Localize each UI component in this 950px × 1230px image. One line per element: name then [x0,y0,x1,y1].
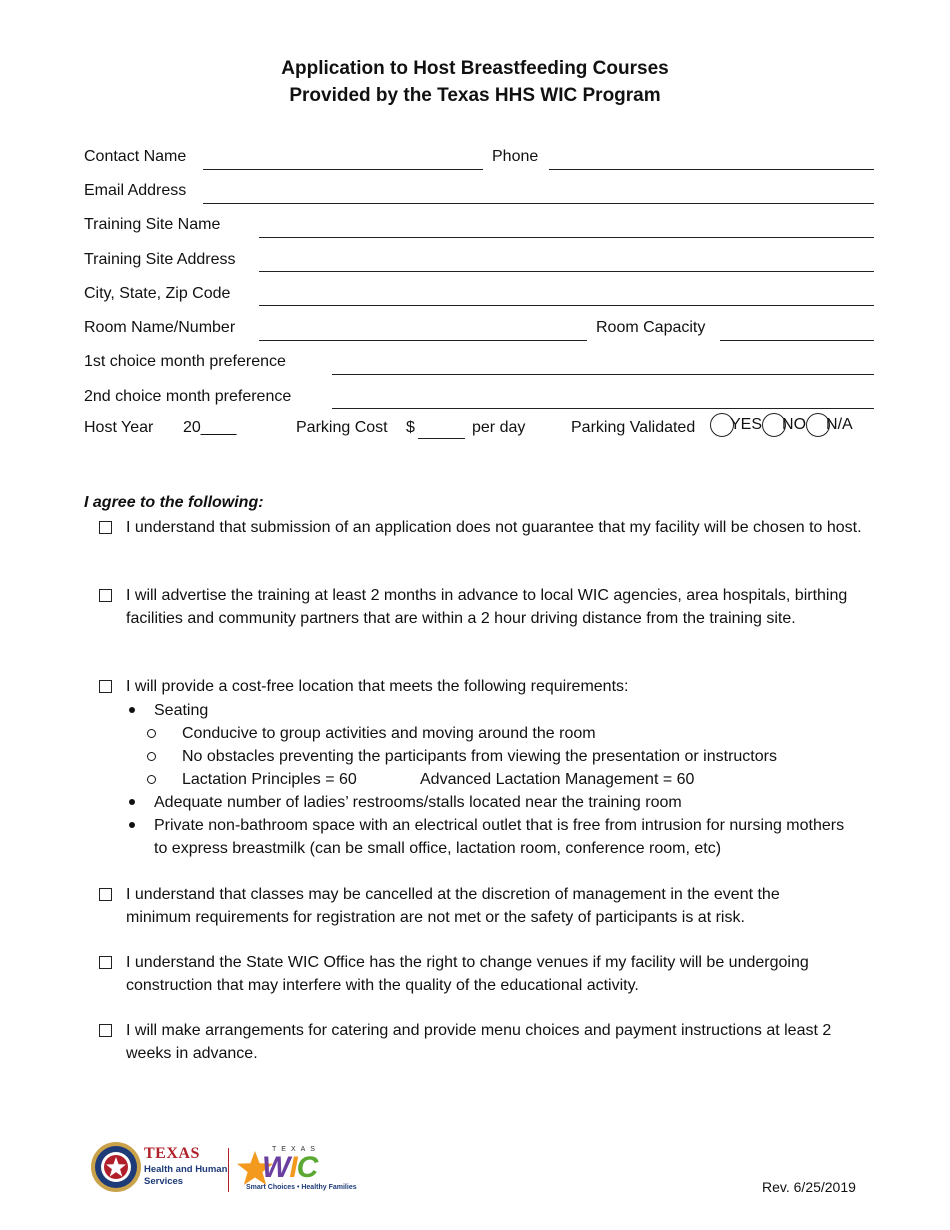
site-address-label: Training Site Address [84,251,236,268]
city-state-zip-field[interactable] [259,305,874,306]
bullet-icon [129,707,135,713]
page-subtitle: Provided by the Texas HHS WIC Program [289,85,661,106]
req-seating-sub-2: No obstacles preventing the participants from viewing the presentation or instructors [182,748,777,765]
parking-cost-field[interactable] [418,438,465,439]
parking-validated-label: Parking Validated [571,419,696,436]
option-yes-label: YES [730,416,763,433]
wic-logo-text: WIC [262,1151,318,1184]
phone-label: Phone [492,148,539,165]
hhs-logo-text: TEXAS [144,1145,200,1162]
req-seating: Seating [154,702,209,719]
dollar-sign: $ [406,419,415,436]
hhs-logo-sub2: Services [144,1176,184,1187]
month-pref-2-field[interactable] [332,408,874,409]
room-capacity-field[interactable] [720,340,874,341]
page-title: Application to Host Breastfeeding Courses [281,58,669,79]
host-year-label: Host Year [84,419,154,436]
wic-tagline: Smart Choices • Healthy Families [246,1184,357,1191]
agreement-item-6: I will make arrangements for catering and provide menu choices and payment instructions at least 2 weeks in advance. [126,1022,832,1062]
wic-logo-texas: TEXAS [272,1146,320,1153]
hhs-seal-icon [90,1141,142,1193]
sub-bullet-icon [147,775,156,784]
agreement-item-5: I understand the State WIC Office has the right to change venues if my facility will be undergoing construction that may interfere with the quality of the educational activity. [126,954,809,994]
room-name-label: Room Name/Number [84,319,236,336]
agree-checkbox-2[interactable] [99,589,112,602]
site-address-field[interactable] [259,271,874,272]
agree-checkbox-4[interactable] [99,888,112,901]
bullet-icon [129,822,135,828]
room-name-field[interactable] [259,340,587,341]
hhs-logo-sub1: Health and Human [144,1164,228,1175]
per-day-label: per day [472,419,526,436]
agreement-item-3: I will provide a cost-free location that meets the following requirements: [126,678,629,695]
agreement-item-1: I understand that submission of an application does not guarantee that my facility will be chosen to host. [126,519,862,536]
room-capacity-label: Room Capacity [596,319,706,336]
req-seating-sub-1: Conducive to group activities and moving around the room [182,725,596,742]
logo-divider [228,1148,229,1192]
req-restrooms: Adequate number of ladies’ restrooms/stalls located near the training room [154,794,682,811]
sub-bullet-icon [147,752,156,761]
email-field[interactable] [203,203,874,204]
revision-date: Rev. 6/25/2019 [762,1179,856,1195]
req-seating-sub-3: Lactation Principles = 60 [182,771,357,788]
agree-checkbox-5[interactable] [99,956,112,969]
agree-checkbox-1[interactable] [99,521,112,534]
month-pref-2-label: 2nd choice month preference [84,388,292,405]
site-name-label: Training Site Name [84,216,221,233]
agreement-item-2: I will advertise the training at least 2 months in advance to local WIC agencies, area hospitals, birthing facilities and community partners that are within a 2 hour driving distance from the training site. [126,587,848,627]
phone-field[interactable] [549,169,874,170]
bullet-icon [129,799,135,805]
site-name-field[interactable] [259,237,874,238]
agree-checkbox-3[interactable] [99,680,112,693]
parking-validated-options [710,413,853,437]
option-na-label: N/A [826,416,853,433]
month-pref-1-field[interactable] [332,374,874,375]
city-state-zip-label: City, State, Zip Code [84,285,231,302]
host-year-field[interactable]: 20____ [183,419,237,436]
agree-checkbox-6[interactable] [99,1024,112,1037]
agreement-item-4: I understand that classes may be cancelled at the discretion of management in the event the minimum requirements for registration are not met or the safety of participants is at risk. [126,886,780,926]
contact-name-field[interactable] [203,169,483,170]
req-private-space: Private non-bathroom space with an electrical outlet that is free from intrusion for nursing mothers to express breastmilk (can be small office, lactation room, conference room, etc) [154,817,845,857]
option-no-label: NO [782,416,807,433]
req-seating-sub-4: Advanced Lactation Management = 60 [420,771,695,788]
parking-cost-label: Parking Cost [296,419,388,436]
contact-name-label: Contact Name [84,148,187,165]
sub-bullet-icon [147,729,156,738]
month-pref-1-label: 1st choice month preference [84,353,286,370]
email-label: Email Address [84,182,187,199]
agreement-heading: I agree to the following: [84,494,264,511]
